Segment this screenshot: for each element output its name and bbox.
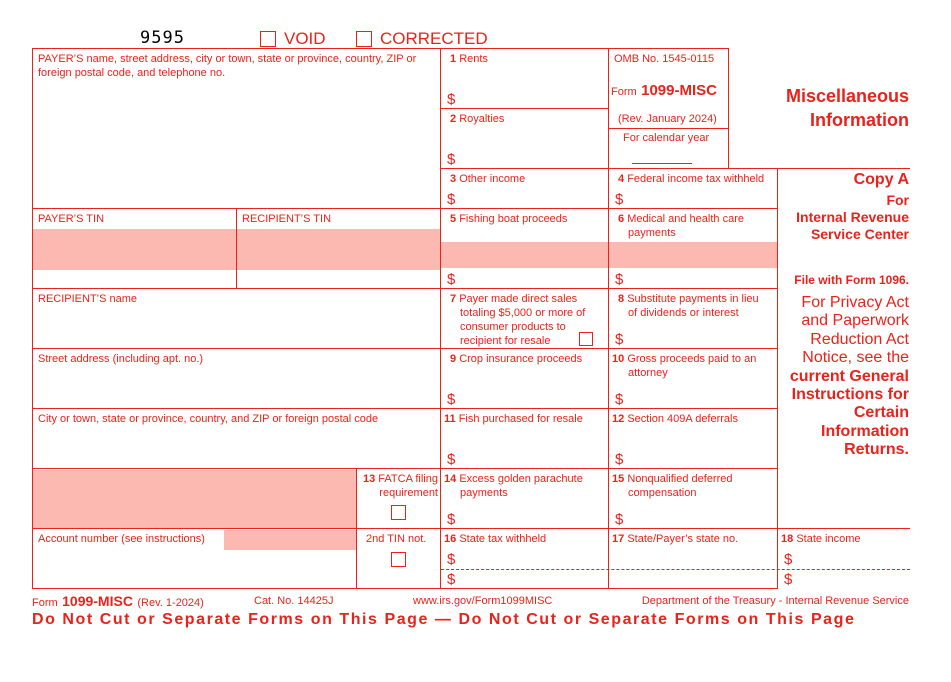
box5-label: 5 Fishing boat proceeds [450, 213, 568, 225]
calendar-year-label: For calendar year [623, 132, 710, 144]
box12-label: 12 Section 409A deferrals [612, 413, 738, 425]
box18-dollar-1: $ [784, 551, 793, 568]
file-with-label: File with Form 1096. [794, 273, 909, 287]
box10-label: 10 Gross proceeds paid to an attorney [612, 353, 757, 379]
box16-label: 16 State tax withheld [444, 533, 547, 545]
box10-dollar: $ [615, 391, 624, 408]
box6-dollar: $ [615, 271, 624, 288]
box3-dollar: $ [447, 191, 456, 208]
account-number-label: Account number (see instructions) [38, 533, 205, 545]
box8-dollar: $ [615, 331, 624, 348]
recipient-tin-label: RECIPIENT’S TIN [242, 213, 332, 225]
box17-label: 17 State/Payer’s state no. [612, 533, 739, 545]
hline-288 [32, 288, 777, 289]
box2-label: 2 Royalties [450, 113, 505, 125]
omb-form-name: Form 1099-MISC [611, 82, 717, 99]
box14-dollar: $ [447, 511, 456, 528]
box3-label: 3 Other income [450, 173, 526, 185]
state-dash-line [441, 569, 910, 570]
frame-top [32, 48, 729, 49]
hline-208 [32, 208, 777, 209]
box11-label: 11 Fish purchased for resale [444, 413, 583, 425]
box1-dollar: $ [447, 91, 456, 108]
copy-name: Copy A [853, 171, 909, 188]
hline-108 [440, 108, 609, 109]
vline-440 [440, 48, 441, 589]
recipient-name-label: RECIPIENT’S name [38, 293, 138, 305]
fatca-left-fill [33, 470, 356, 528]
vline-236 [236, 208, 237, 289]
box5-6-fill [441, 242, 777, 268]
fatca-checkbox[interactable] [391, 505, 406, 520]
account-fill [224, 530, 356, 550]
vline-356 [356, 469, 357, 589]
second-tin-label: 2nd TIN not. [366, 533, 427, 545]
footer-cat: Cat. No. 14425J [254, 595, 334, 607]
vline-728 [728, 48, 729, 169]
hline-168 [440, 168, 910, 169]
box15-label: 15 Nonqualified deferred compensation [612, 473, 733, 499]
hline-468 [32, 468, 777, 469]
box7-label: 7 Payer made direct sales totaling $5,000 or more of consumer products to recipient for resale [450, 293, 586, 347]
footer-url: www.irs.gov/Form1099MISC [413, 595, 553, 607]
box9-dollar: $ [447, 391, 456, 408]
box15-dollar: $ [615, 511, 624, 528]
omb-revision: (Rev. January 2024) [618, 113, 717, 125]
privacy-notice: For Privacy Act and Paperwork Reduction Act Notice, see the current General Instructions for Certain Information Returns. [789, 294, 909, 459]
form-code: 9595 [140, 28, 185, 48]
omb-number: OMB No. 1545-0115 [614, 53, 715, 65]
box18-label: 18 State income [781, 533, 861, 545]
box1-label: 1 Rents [450, 53, 488, 65]
box4-dollar: $ [615, 191, 624, 208]
box7-checkbox[interactable] [579, 332, 593, 346]
box11-dollar: $ [447, 451, 456, 468]
void-checkbox[interactable] [260, 31, 276, 47]
street-address-label: Street address (including apt. no.) [38, 353, 204, 365]
box13-label: 13 FATCA filing requirement [362, 473, 438, 499]
box16-dollar-2: $ [447, 571, 456, 588]
frame-left [32, 48, 33, 589]
hline-128 [608, 128, 729, 129]
box6-label: 6 Medical and health care payments [618, 213, 744, 239]
void-label: VOID [284, 29, 326, 48]
corrected-checkbox[interactable] [356, 31, 372, 47]
box12-dollar: $ [615, 451, 624, 468]
vline-608 [608, 48, 609, 589]
city-label: City or town, state or province, country, and ZIP or foreign postal code [38, 413, 379, 425]
footer-warning: Do Not Cut or Separate Forms on This Page — Do Not Cut or Separate Forms on This Page [32, 611, 856, 628]
frame-bottom [32, 588, 777, 589]
box18-dollar-2: $ [784, 571, 793, 588]
box9-label: 9 Crop insurance proceeds [450, 353, 583, 365]
hline-348 [32, 348, 777, 349]
payer-name-label: PAYER’S name, street address, city or town, state or province, country, ZIP or foreign postal code, and telephone no. [38, 53, 417, 79]
payer-tin-label: PAYER’S TIN [38, 213, 105, 225]
corrected-label: CORRECTED [380, 29, 488, 48]
footer-dept: Department of the Treasury - Internal Revenue Service [641, 595, 909, 607]
box8-label: 8 Substitute payments in lieu of dividends or interest [618, 293, 759, 319]
box5-dollar: $ [447, 271, 456, 288]
second-tin-checkbox[interactable] [391, 552, 406, 567]
form-title: Miscellaneous Information [785, 86, 909, 130]
box14-label: 14 Excess golden parachute payments [444, 473, 583, 499]
hline-528 [32, 528, 910, 529]
calendar-year-line [632, 163, 692, 164]
copy-panel: Copy A For Internal Revenue Service Center [769, 170, 909, 243]
hline-408 [32, 408, 777, 409]
box2-dollar: $ [447, 151, 456, 168]
footer-form: Form 1099-MISC (Rev. 1-2024) [32, 593, 204, 609]
box4-label: 4 Federal income tax withheld [618, 173, 765, 185]
box16-dollar-1: $ [447, 551, 456, 568]
